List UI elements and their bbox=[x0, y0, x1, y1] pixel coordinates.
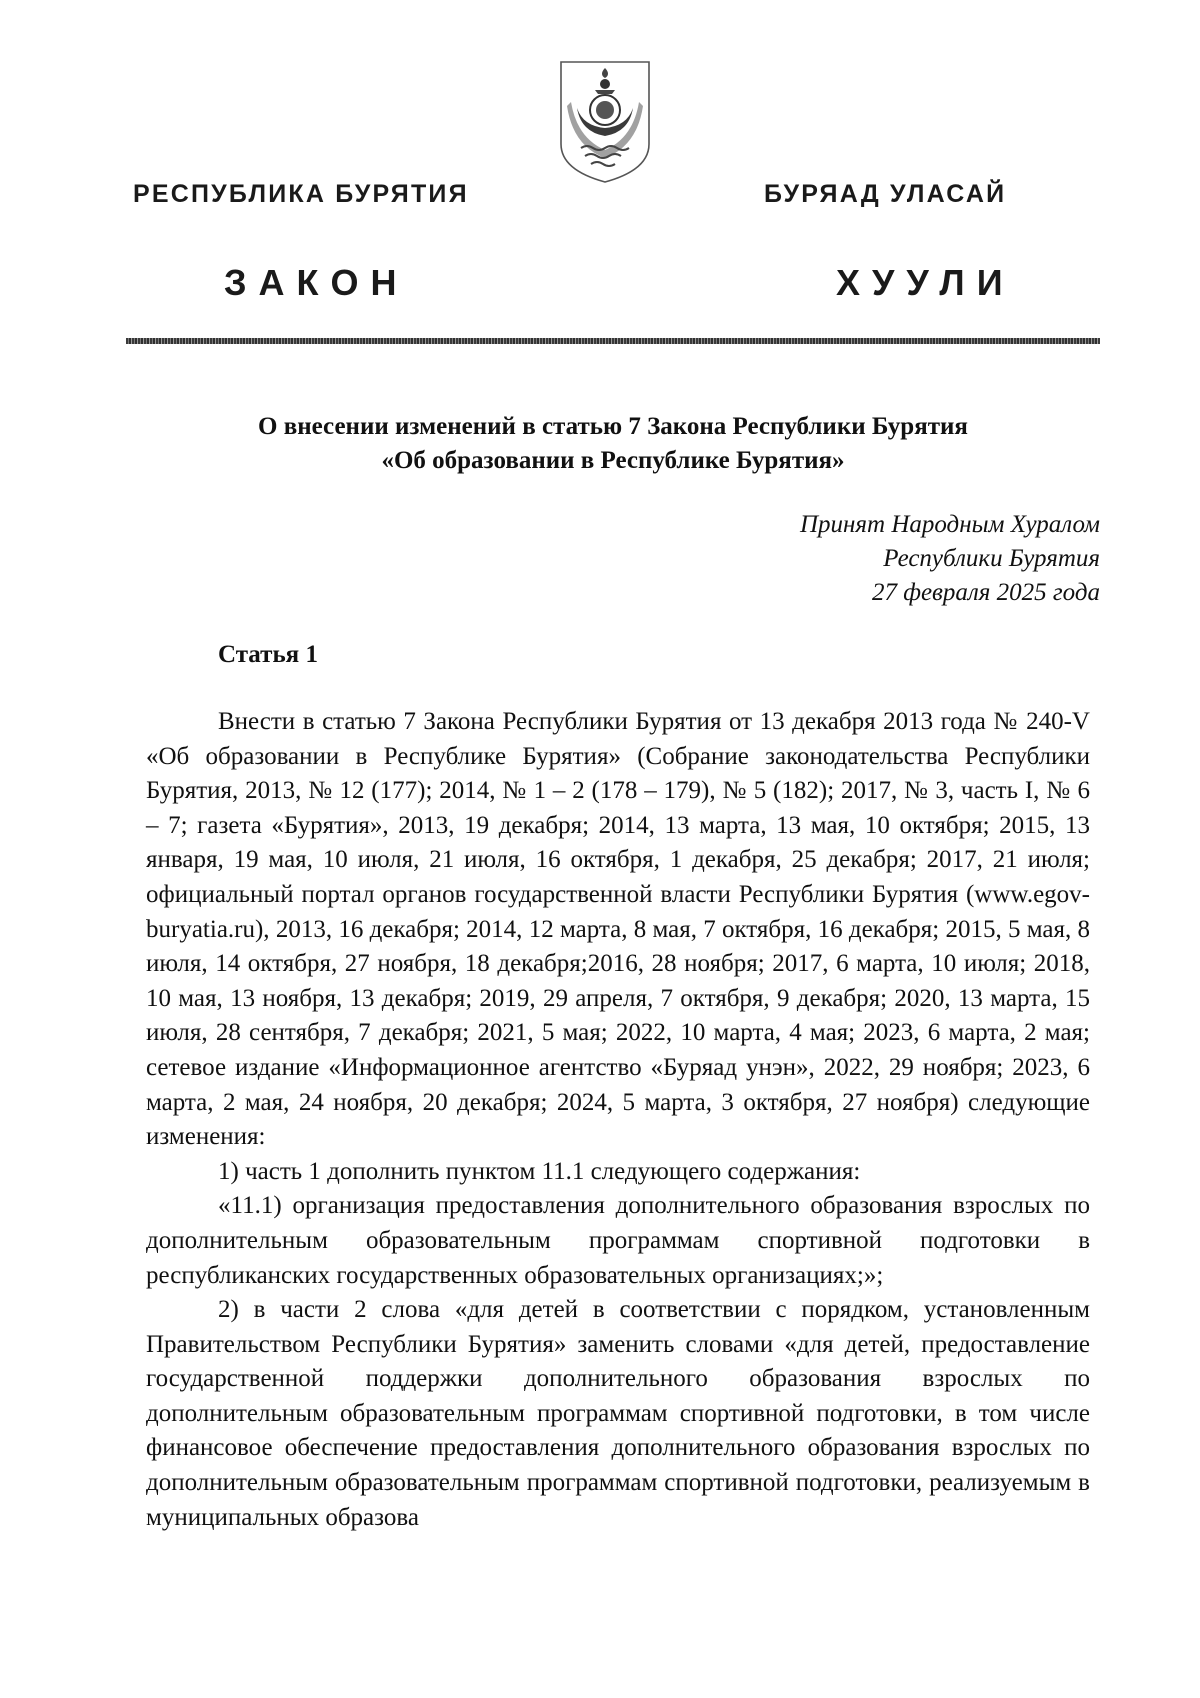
paragraph-item-11-1: «11.1) организация предоставления дополнительного образования взрослых по дополнительным образовательным программам спортивной подготовки в республиканских государственных образовательных организациях;»; bbox=[146, 1192, 1090, 1289]
paragraph-main: Внести в статью 7 Закона Республики Бурятия от 13 декабря 2013 года № 240-V «Об образовании в Республике Бурятия» (Собрание законодательства Республики Бурятия, 2013, № 12 (177); 2014, № 1 – 2 (178 – 179), № 5 (182); 2017, № 3, часть I, № 6 – 7; газета «Бурятия», 2013, 19 декабря; 2014, 13 марта, 13 мая, 10 октября; 2015, 13 января, 19 мая, 10 июля, 21 июля, 16 октября, 1 декабря, 25 декабря; 2017, 21 июля; официальный портал органов государственной власти Республики Бурятия (www.egov-buryatia.ru), 2013, 16 декабря; 2014, 12 марта, 8 мая, 7 октября, 16 декабря; 2015, 5 мая, 8 июля, 14 октября, 27 ноября, 18 декабря;2016, 28 ноября; 2017, 6 марта, 10 июля; 2018, 10 мая, 13 ноября, 13 декабря; 2019, 29 апреля, 7 октября, 9 декабря; 2020, 13 марта, 15 июля, 28 сентября, 7 декабря; 2021, 5 мая; 2022, 10 марта, 4 мая; 2023, 6 марта, 2 мая; сетевое издание «Информационное агентство «Буряад унэн», 2022, 29 ноября; 2023, 6 марта, 2 мая, 24 ноября, 20 декабря; 2024, 5 марта, 3 октября, 27 ноября) следующие изменения: bbox=[146, 708, 1090, 1151]
article-body bbox=[146, 705, 1090, 1535]
article-heading: Статья 1 bbox=[218, 641, 318, 668]
republic-name-russian: РЕСПУБЛИКА БУРЯТИЯ bbox=[133, 180, 469, 208]
republic-coat-of-arms-icon bbox=[557, 58, 653, 186]
law-label-buryat: ХУУЛИ bbox=[836, 262, 1015, 303]
document-title bbox=[126, 410, 1100, 478]
adoption-line-2: Республики Бурятия bbox=[883, 545, 1100, 572]
republic-name-buryat: БУРЯАД УЛАСАЙ bbox=[764, 180, 1007, 208]
adoption-date: 27 февраля 2025 года bbox=[871, 579, 1100, 606]
adoption-note bbox=[800, 508, 1100, 610]
law-label-russian: ЗАКОН bbox=[224, 262, 409, 303]
adoption-line-1: Принят Народным Хуралом bbox=[799, 511, 1100, 538]
paragraph-item-1: 1) часть 1 дополнить пунктом 11.1 следующего содержания: bbox=[218, 1157, 861, 1185]
paragraph-item-2: 2) в части 2 слова «для детей в соответствии с порядком, установленным Правительством Республики Бурятия» заменить словами «для детей, предоставление государственной поддержки дополнительного образования взрослых по дополнительным образовательным программам спортивной подготовки, в том числе финансовое обеспечение предоставления дополнительного образования взрослых по дополнительным образовательным программам спортивной подготовки, реализуемым в муниципальных образова bbox=[146, 1296, 1090, 1531]
title-line-2: «Об образовании в Республике Бурятия» bbox=[381, 447, 845, 474]
header-divider bbox=[126, 338, 1100, 344]
title-line-1: О внесении изменений в статью 7 Закона Республики Бурятия bbox=[258, 413, 968, 440]
